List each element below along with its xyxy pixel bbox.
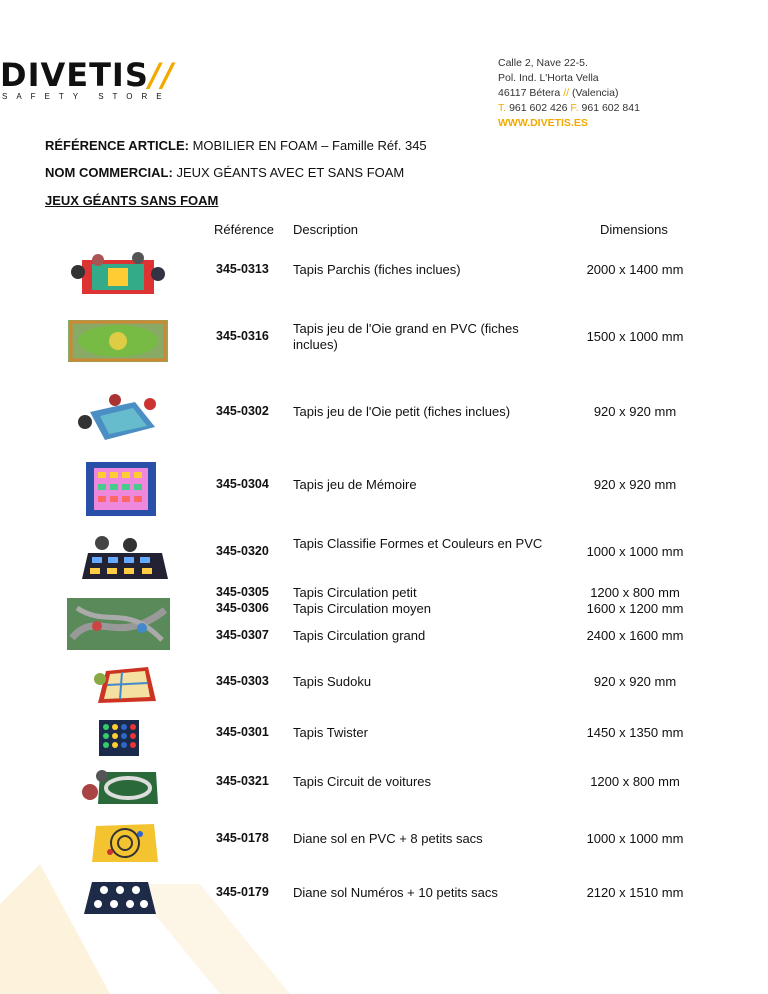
product-image-oie-grand — [68, 318, 168, 364]
row-ref: 345-0301 — [216, 725, 269, 739]
header-dimensions: Dimensions — [600, 222, 668, 237]
row-dim: 1200 x 800 mm — [590, 585, 680, 600]
row-ref: 345-0178 — [216, 831, 269, 845]
product-image-circuit-voitures — [80, 766, 160, 808]
row-dim: 2000 x 1400 mm — [586, 262, 684, 277]
product-image-memoire — [86, 462, 156, 516]
row-ref: 345-0313 — [216, 262, 269, 276]
row-dim: 920 x 920 mm — [593, 404, 677, 419]
row-desc: Tapis Circulation grand — [293, 628, 426, 643]
row-dim: 1450 x 1350 mm — [586, 725, 684, 740]
row-desc: Tapis Circulation petit — [293, 585, 417, 600]
product-image-formes-couleurs — [80, 535, 170, 581]
product-image-diane-numeros — [84, 880, 156, 916]
logo-tagline: SAFETY STORE — [2, 92, 171, 101]
row-ref: 345-0305 — [216, 585, 269, 599]
row-dim: 2400 x 1600 mm — [586, 628, 684, 643]
row-ref: 345-0321 — [216, 774, 269, 788]
row-desc: Tapis Parchis (fiches inclues) — [293, 262, 461, 277]
row-ref: 345-0303 — [216, 674, 269, 688]
product-image-twister — [99, 720, 139, 756]
row-dim: 920 x 920 mm — [593, 477, 677, 492]
row-ref: 345-0304 — [216, 477, 269, 491]
row-desc: Tapis Circuit de voitures — [293, 774, 431, 789]
section-title: JEUX GÉANTS SANS FOAM — [45, 193, 219, 208]
row-ref: 345-0316 — [216, 329, 269, 343]
row-desc: Tapis jeu de l'Oie petit (fiches inclues) — [293, 404, 511, 419]
decorative-corner-shape — [0, 864, 430, 994]
company-address — [498, 56, 640, 131]
product-image-circulation — [67, 598, 170, 650]
header-reference: Référence — [214, 222, 274, 237]
reference-article-line: RÉFÉRENCE ARTICLE: MOBILIER EN FOAM – Famille Réf. 345 — [45, 138, 427, 153]
product-image-sudoku — [92, 665, 157, 705]
company-logo — [0, 56, 175, 101]
address-phone: T. 961 602 426 F. 961 602 841 — [498, 102, 640, 114]
row-desc: Diane sol en PVC + 8 petits sacs — [293, 831, 483, 846]
nom-commercial-line: NOM COMMERCIAL: JEUX GÉANTS AVEC ET SANS FOAM — [45, 165, 405, 180]
row-dim: 1500 x 1000 mm — [586, 329, 684, 344]
row-desc: Tapis Classifie Formes et Couleurs en PVC — [293, 536, 543, 551]
address-line3: 46117 Bétera // (Valencia) — [498, 87, 619, 99]
row-desc: Tapis Circulation moyen — [293, 601, 432, 616]
company-website: WWW.DIVETIS.ES — [498, 117, 588, 129]
row-dim: 1200 x 800 mm — [590, 774, 680, 789]
product-image-oie-petit — [75, 392, 165, 442]
row-ref: 345-0320 — [216, 544, 269, 558]
row-desc: Tapis Twister — [293, 725, 368, 740]
row-dim: 2120 x 1510 mm — [586, 885, 684, 900]
row-dim: 1000 x 1000 mm — [586, 544, 684, 559]
address-line2: Pol. Ind. L'Horta Vella — [498, 72, 599, 84]
row-dim: 1000 x 1000 mm — [586, 831, 684, 846]
row-desc: Diane sol Numéros + 10 petits sacs — [293, 885, 498, 900]
logo-slash-icon: // — [148, 56, 175, 94]
product-image-diane-pvc — [90, 822, 160, 864]
row-ref: 345-0306 — [216, 601, 269, 615]
row-ref: 345-0179 — [216, 885, 269, 899]
row-ref: 345-0307 — [216, 628, 269, 642]
row-ref: 345-0302 — [216, 404, 269, 418]
row-dim: 920 x 920 mm — [593, 674, 677, 689]
row-dim: 1600 x 1200 mm — [586, 601, 684, 616]
row-desc: Tapis jeu de l'Oie grand en PVC (fiches inclues) — [293, 321, 519, 352]
product-image-parchis — [68, 250, 168, 300]
address-line1: Calle 2, Nave 22-5. — [498, 57, 588, 69]
row-desc: Tapis jeu de Mémoire — [293, 477, 417, 492]
logo-wordmark: DIVETIS — [0, 56, 149, 94]
header-description: Description — [293, 222, 359, 237]
row-desc: Tapis Sudoku — [293, 674, 372, 689]
